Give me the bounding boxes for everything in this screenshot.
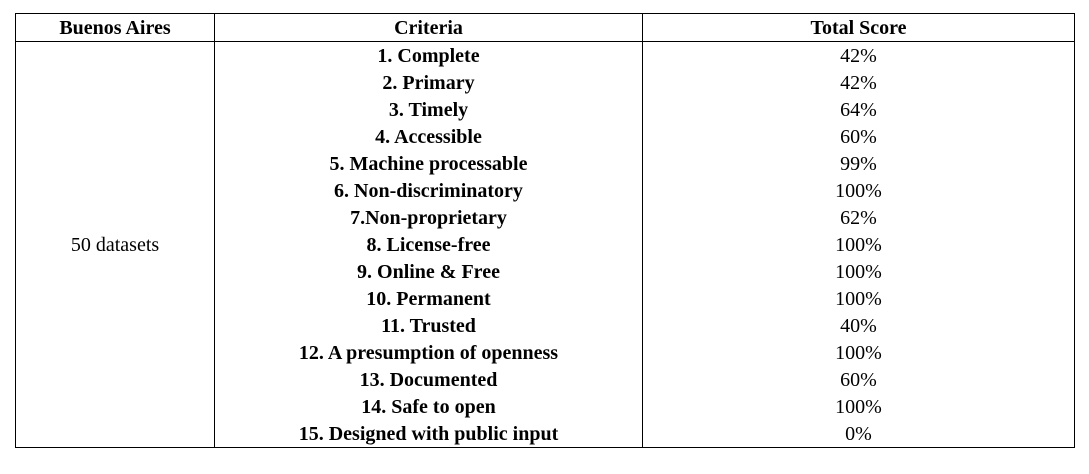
score-cell: 100% — [643, 231, 1075, 258]
criteria-cell: 6. Non-discriminatory — [215, 177, 643, 204]
score-cell: 60% — [643, 366, 1075, 393]
score-cell: 64% — [643, 96, 1075, 123]
criteria-cell: 13. Documented — [215, 366, 643, 393]
criteria-cell: 14. Safe to open — [215, 393, 643, 420]
group-label-cell: 50 datasets — [16, 42, 215, 448]
criteria-cell: 8. License-free — [215, 231, 643, 258]
header-group: Buenos Aires — [16, 14, 215, 42]
score-cell: 42% — [643, 42, 1075, 70]
criteria-cell: 9. Online & Free — [215, 258, 643, 285]
criteria-score-table — [15, 13, 1075, 448]
score-cell: 40% — [643, 312, 1075, 339]
score-cell: 62% — [643, 204, 1075, 231]
table-row — [16, 42, 1075, 70]
score-cell: 100% — [643, 285, 1075, 312]
criteria-cell: 7.Non-proprietary — [215, 204, 643, 231]
criteria-cell: 1. Complete — [215, 42, 643, 70]
criteria-cell: 11. Trusted — [215, 312, 643, 339]
score-cell: 100% — [643, 177, 1075, 204]
score-cell: 60% — [643, 123, 1075, 150]
score-cell: 100% — [643, 393, 1075, 420]
score-cell: 42% — [643, 69, 1075, 96]
criteria-cell: 2. Primary — [215, 69, 643, 96]
criteria-cell: 12. A presumption of openness — [215, 339, 643, 366]
criteria-cell: 4. Accessible — [215, 123, 643, 150]
score-cell: 100% — [643, 258, 1075, 285]
criteria-cell: 15. Designed with public input — [215, 420, 643, 448]
header-criteria: Criteria — [215, 14, 643, 42]
score-cell: 100% — [643, 339, 1075, 366]
header-total-score: Total Score — [643, 14, 1075, 42]
score-cell: 0% — [643, 420, 1075, 448]
criteria-cell: 5. Machine processable — [215, 150, 643, 177]
score-cell: 99% — [643, 150, 1075, 177]
criteria-cell: 10. Permanent — [215, 285, 643, 312]
header-row — [16, 14, 1075, 42]
criteria-cell: 3. Timely — [215, 96, 643, 123]
